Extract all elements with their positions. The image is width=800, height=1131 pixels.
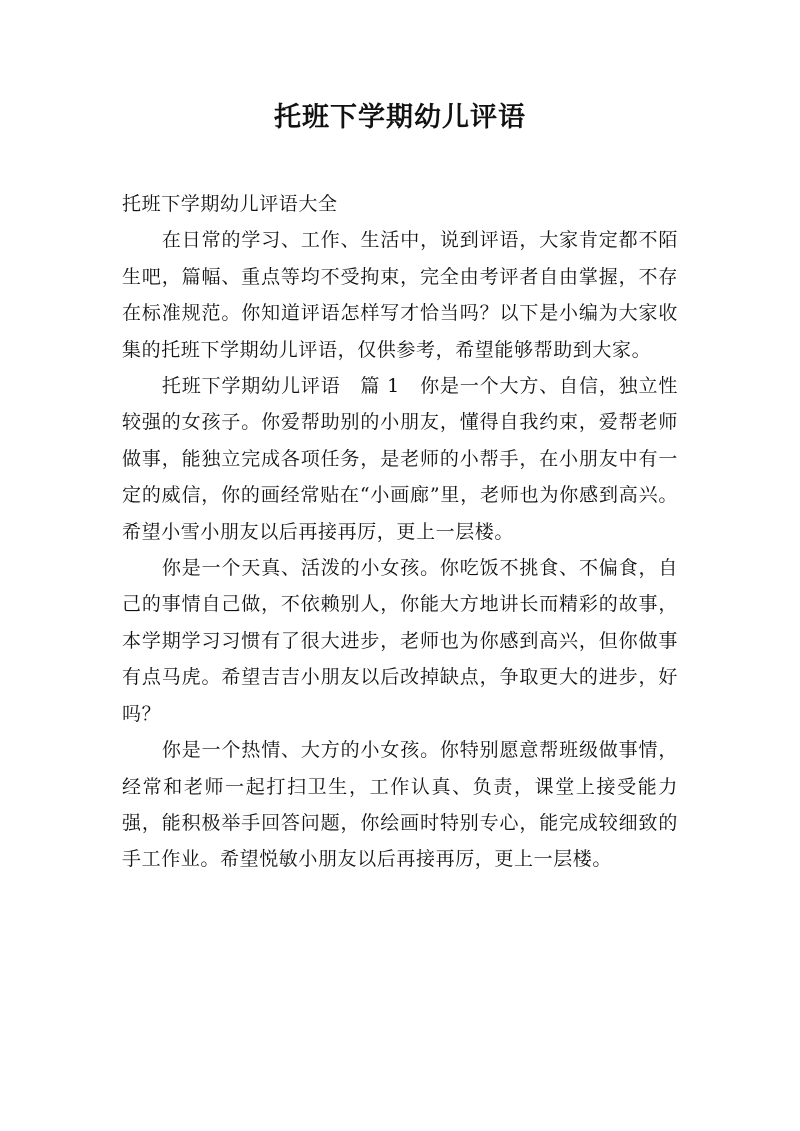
document-title: 托班下学期幼儿评语: [274, 102, 526, 133]
intro-paragraph: 在日常的学习、工作、生活中，说到评语，大家肯定都不陌生吧，篇幅、重点等均不受拘束，完全由考评者自由掌握，不存在标准规范。你知道评语怎样写才恰当吗？以下是小编为大家收集的托班下学期幼儿评语，仅供参考，希望能够帮助到大家。: [122, 229, 678, 361]
comment-paragraph-2: 你是一个天真、活泼的小女孩。你吃饭不挑食、不偏食，自己的事情自己做，不依赖别人，你能大方地讲长而精彩的故事，本学期学习习惯有了很大进步，老师也为你感到高兴，但你做事有点马虎。希望吉吉小朋友以后改掉缺点，争取更大的进步，好吗？: [122, 557, 678, 725]
document-subtitle: 托班下学期幼儿评语大全: [122, 193, 338, 215]
comment-paragraph-3: 你是一个热情、大方的小女孩。你特别愿意帮班级做事情，经常和老师一起打扫卫生，工作认真、负责，课堂上接受能力强，能积极举手回答问题，你绘画时特别专心，能完成较细致的手工作业。希望悦敏小朋友以后再接再厉，更上一层楼。: [122, 739, 678, 871]
section-heading: 托班下学期幼儿评语 篇 1: [161, 375, 400, 398]
comment-paragraph-1: [122, 368, 678, 550]
document-body: [122, 186, 678, 878]
comment-text-1: 你是一个大方、自信，独立性较强的女孩子。你爱帮助别的小朋友，懂得自我约束，爱帮老师做事，能独立完成各项任务，是老师的小帮手，在小朋友中有一定的威信，你的画经常贴在“小画廊”里，老师也为你感到高兴。希望小雪小朋友以后再接再厉，更上一层楼。: [122, 375, 678, 543]
